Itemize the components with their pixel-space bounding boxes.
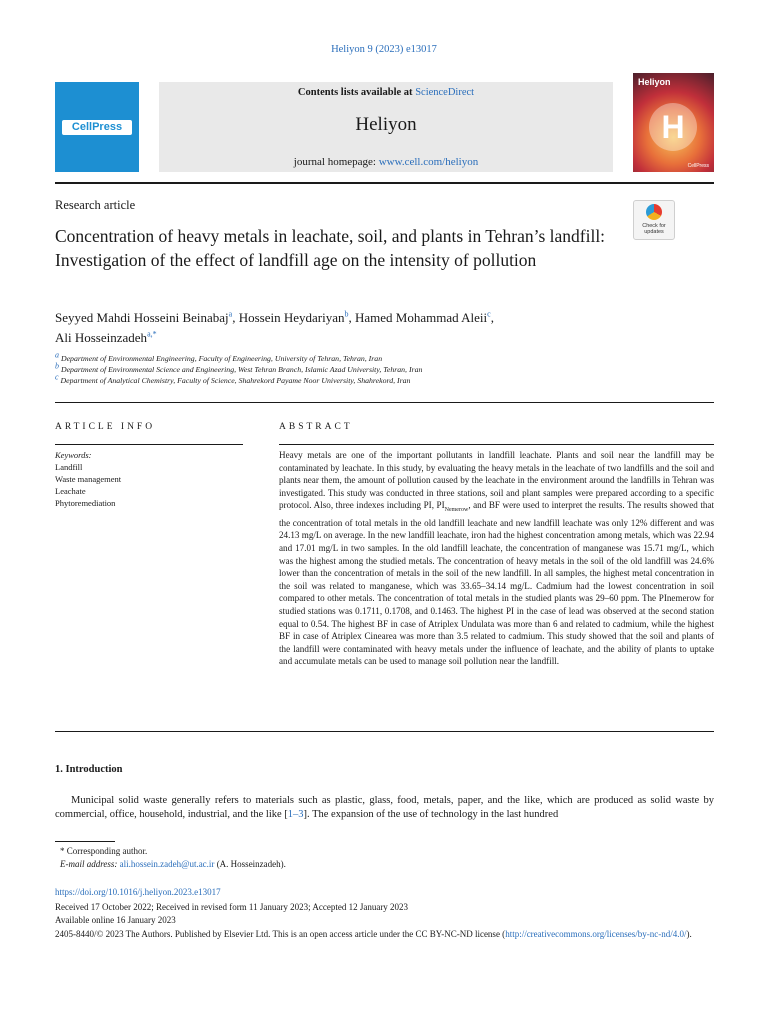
author-affiliation-marker[interactable]: a,* bbox=[147, 329, 157, 339]
cover-logo-letter: H bbox=[649, 103, 697, 151]
affiliation-marker: a bbox=[55, 350, 59, 360]
affiliation-item bbox=[55, 372, 422, 386]
cover-footer: CellPress bbox=[687, 163, 709, 169]
email-label: E-mail address: bbox=[60, 859, 118, 869]
journal-reference[interactable]: Heliyon 9 (2023) e13017 bbox=[331, 44, 437, 55]
contents-prefix: Contents lists available at bbox=[297, 87, 416, 98]
homepage-link[interactable]: www.cell.com/heliyon bbox=[378, 156, 479, 168]
available-online-date: Available online 16 January 2023 bbox=[55, 915, 176, 925]
keywords-block bbox=[55, 449, 121, 509]
license-text: 2405-8440/© 2023 The Authors. Published by Elsevier Ltd. This is an open access article under the CC BY-NC-ND license ( bbox=[55, 929, 506, 939]
email-link[interactable]: ali.hossein.zadeh@ut.ac.ir bbox=[119, 859, 215, 869]
affiliations-divider bbox=[55, 402, 714, 403]
cover-title: Heliyon bbox=[638, 77, 671, 87]
author-name[interactable]: Hamed Mohammad Aleii bbox=[355, 310, 488, 325]
journal-banner bbox=[159, 82, 613, 172]
affiliation-text: Department of Environmental Science and Engineering, West Tehran Branch, Islamic Azad University, Tehran, Iran bbox=[60, 365, 423, 374]
footnote bbox=[60, 845, 286, 871]
intro-text-end: ]. The expansion of the use of technology in the last hundred bbox=[303, 809, 559, 820]
abstract-bottom-divider bbox=[55, 731, 714, 732]
keyword: Landfill bbox=[55, 462, 83, 472]
license-statement bbox=[55, 928, 714, 941]
abstract-part-1: Heavy metals are one of the important pollutants in landfill leachate. Plants and soil near the landfill may be contaminated by leachate. In this study, by evaluating the heavy metals in the leachate of two landfills and the soil and plants near them, the amount of pollution caused by the leachate in the environment around the landfills in Tehran was investigated. This study was conducted in three stations, soil and plant samples were prepared according to a specific protocol. Also, three indexes including PI, PI bbox=[279, 450, 714, 511]
check-for-updates-button[interactable] bbox=[633, 200, 675, 240]
introduction-heading: 1. Introduction bbox=[55, 764, 123, 775]
author-name[interactable]: Ali Hosseinzadeh bbox=[55, 330, 148, 345]
introduction-paragraph bbox=[55, 794, 714, 822]
contents-availability bbox=[159, 87, 613, 98]
author-name[interactable]: Seyyed Mahdi Hosseini Beinabaj bbox=[55, 310, 229, 325]
abstract-part-2: , and BF were used to interpret the results. The results showed that the concentration of total metals in the old landfill leachate and new landfill leachate was only 12% different and was 24.13 mg/L on average. In the new landfill leachate, iron had the highest concentration among metals, which was 22.94 and 17.01 mg/L in two samples. In the old landfill leachate, the concentration of manganese was 15.71 mg/L, which was the highest among the studied metals. The concentration of heavy metals in the soil of the old landfill was 24.6% lower than the concentration of metals in the soil of the new landfill. In all samples, the highest metal concentration in the soil was related to manganese, which was 33.65–34.14 mg/L. Cadmium had the lowest concentration in soil compared to other metals. The concentration of total metals in the studied plants was 29–60 ppm. The PInemerow for studied stations was 0.1711, 0.1708, and 0.1463. The highest PI in the case of lead was observed at the second station equal to 0.54. The highest BF in case of Atriplex Undulata was more than 6 and related to cadmium, while the highest BF in case of Atriplex Cinearea was more than 3.5 related to cadmium. This study showed that the soil and plants of the landfill were contaminated with heavy metals under the influence of leachate, and the ability of plants to uptake and accumulate metals can be used to manage soil pollution near the landfill. bbox=[279, 500, 715, 667]
journal-cover-image[interactable] bbox=[633, 73, 714, 172]
doi-link[interactable]: https://doi.org/10.1016/j.heliyon.2023.e13017 bbox=[55, 887, 221, 897]
affiliation-text: Department of Analytical Chemistry, Faculty of Science, Shahrekord Payame Noor University, Shahrekord, Iran bbox=[60, 376, 411, 385]
article-info-divider bbox=[55, 444, 243, 445]
keyword: Leachate bbox=[55, 486, 86, 496]
homepage-prefix: journal homepage: bbox=[293, 156, 379, 168]
email-suffix: (A. Hosseinzadeh). bbox=[214, 859, 286, 869]
sciencedirect-link[interactable]: ScienceDirect bbox=[415, 87, 475, 98]
check-updates-label: Check for updates bbox=[642, 223, 666, 235]
received-dates: Received 17 October 2022; Received in revised form 11 January 2023; Accepted 12 January 2023 bbox=[55, 902, 409, 912]
article-type: Research article bbox=[55, 198, 136, 212]
footnote-divider bbox=[55, 841, 115, 842]
corresponding-author-note: * Corresponding author. bbox=[60, 846, 148, 856]
abstract-divider bbox=[279, 444, 714, 445]
author-name[interactable]: Hossein Heydariyan bbox=[238, 310, 345, 325]
keywords-label: Keywords: bbox=[55, 450, 92, 460]
license-end: ). bbox=[686, 929, 692, 939]
email-line bbox=[60, 858, 286, 871]
abstract-heading: ABSTRACT bbox=[279, 422, 353, 432]
author-affiliation-marker[interactable]: a bbox=[228, 309, 233, 319]
affiliation-marker: c bbox=[55, 372, 59, 382]
author-affiliation-marker[interactable]: c bbox=[487, 309, 491, 319]
affiliation-marker: b bbox=[55, 361, 59, 371]
crossmark-icon bbox=[646, 204, 662, 220]
intro-text-start: Municipal solid waste generally refers to materials such as plastic, glass, food, metals, paper, and the like, which are produced as solid waste by commercial, office, household, industrial, and the like [ bbox=[55, 795, 714, 820]
keyword: Phytoremediation bbox=[55, 498, 116, 508]
author-list: Seyyed Mahdi Hosseini Beinabaj$^a$, Hossein Heydariyan$^b$, Hamed Mohammad Aleii$^c$, Ali Hosseinzadeh$^{a,*}$ bbox=[55, 309, 494, 345]
journal-homepage bbox=[159, 156, 613, 168]
citation-link[interactable]: 1–3 bbox=[287, 809, 304, 820]
affiliation-text: Department of Environmental Engineering, Faculty of Engineering, University of Tehran, Tehran, Iran bbox=[60, 354, 383, 363]
keyword: Waste management bbox=[55, 474, 122, 484]
header-divider bbox=[55, 182, 714, 184]
abstract-text bbox=[279, 449, 714, 668]
license-link[interactable]: http://creativecommons.org/licenses/by-nc-nd/4.0/ bbox=[505, 929, 687, 939]
author-affiliation-marker[interactable]: b bbox=[344, 309, 349, 319]
journal-title: Heliyon bbox=[355, 114, 417, 135]
affiliation-item bbox=[55, 361, 423, 375]
affiliation-item bbox=[55, 350, 422, 364]
abstract-subscript: Nemerow bbox=[444, 507, 469, 514]
article-title: Concentration of heavy metals in leachate, soil, and plants in Tehran’s landfill: Investigation of the effect of landfill age on the intensity of pollution bbox=[55, 226, 606, 270]
cellpress-logo-text: CellPress bbox=[62, 120, 132, 135]
affiliations bbox=[55, 350, 423, 386]
article-info-heading: ARTICLE INFO bbox=[55, 422, 156, 432]
cellpress-logo[interactable] bbox=[55, 82, 139, 172]
